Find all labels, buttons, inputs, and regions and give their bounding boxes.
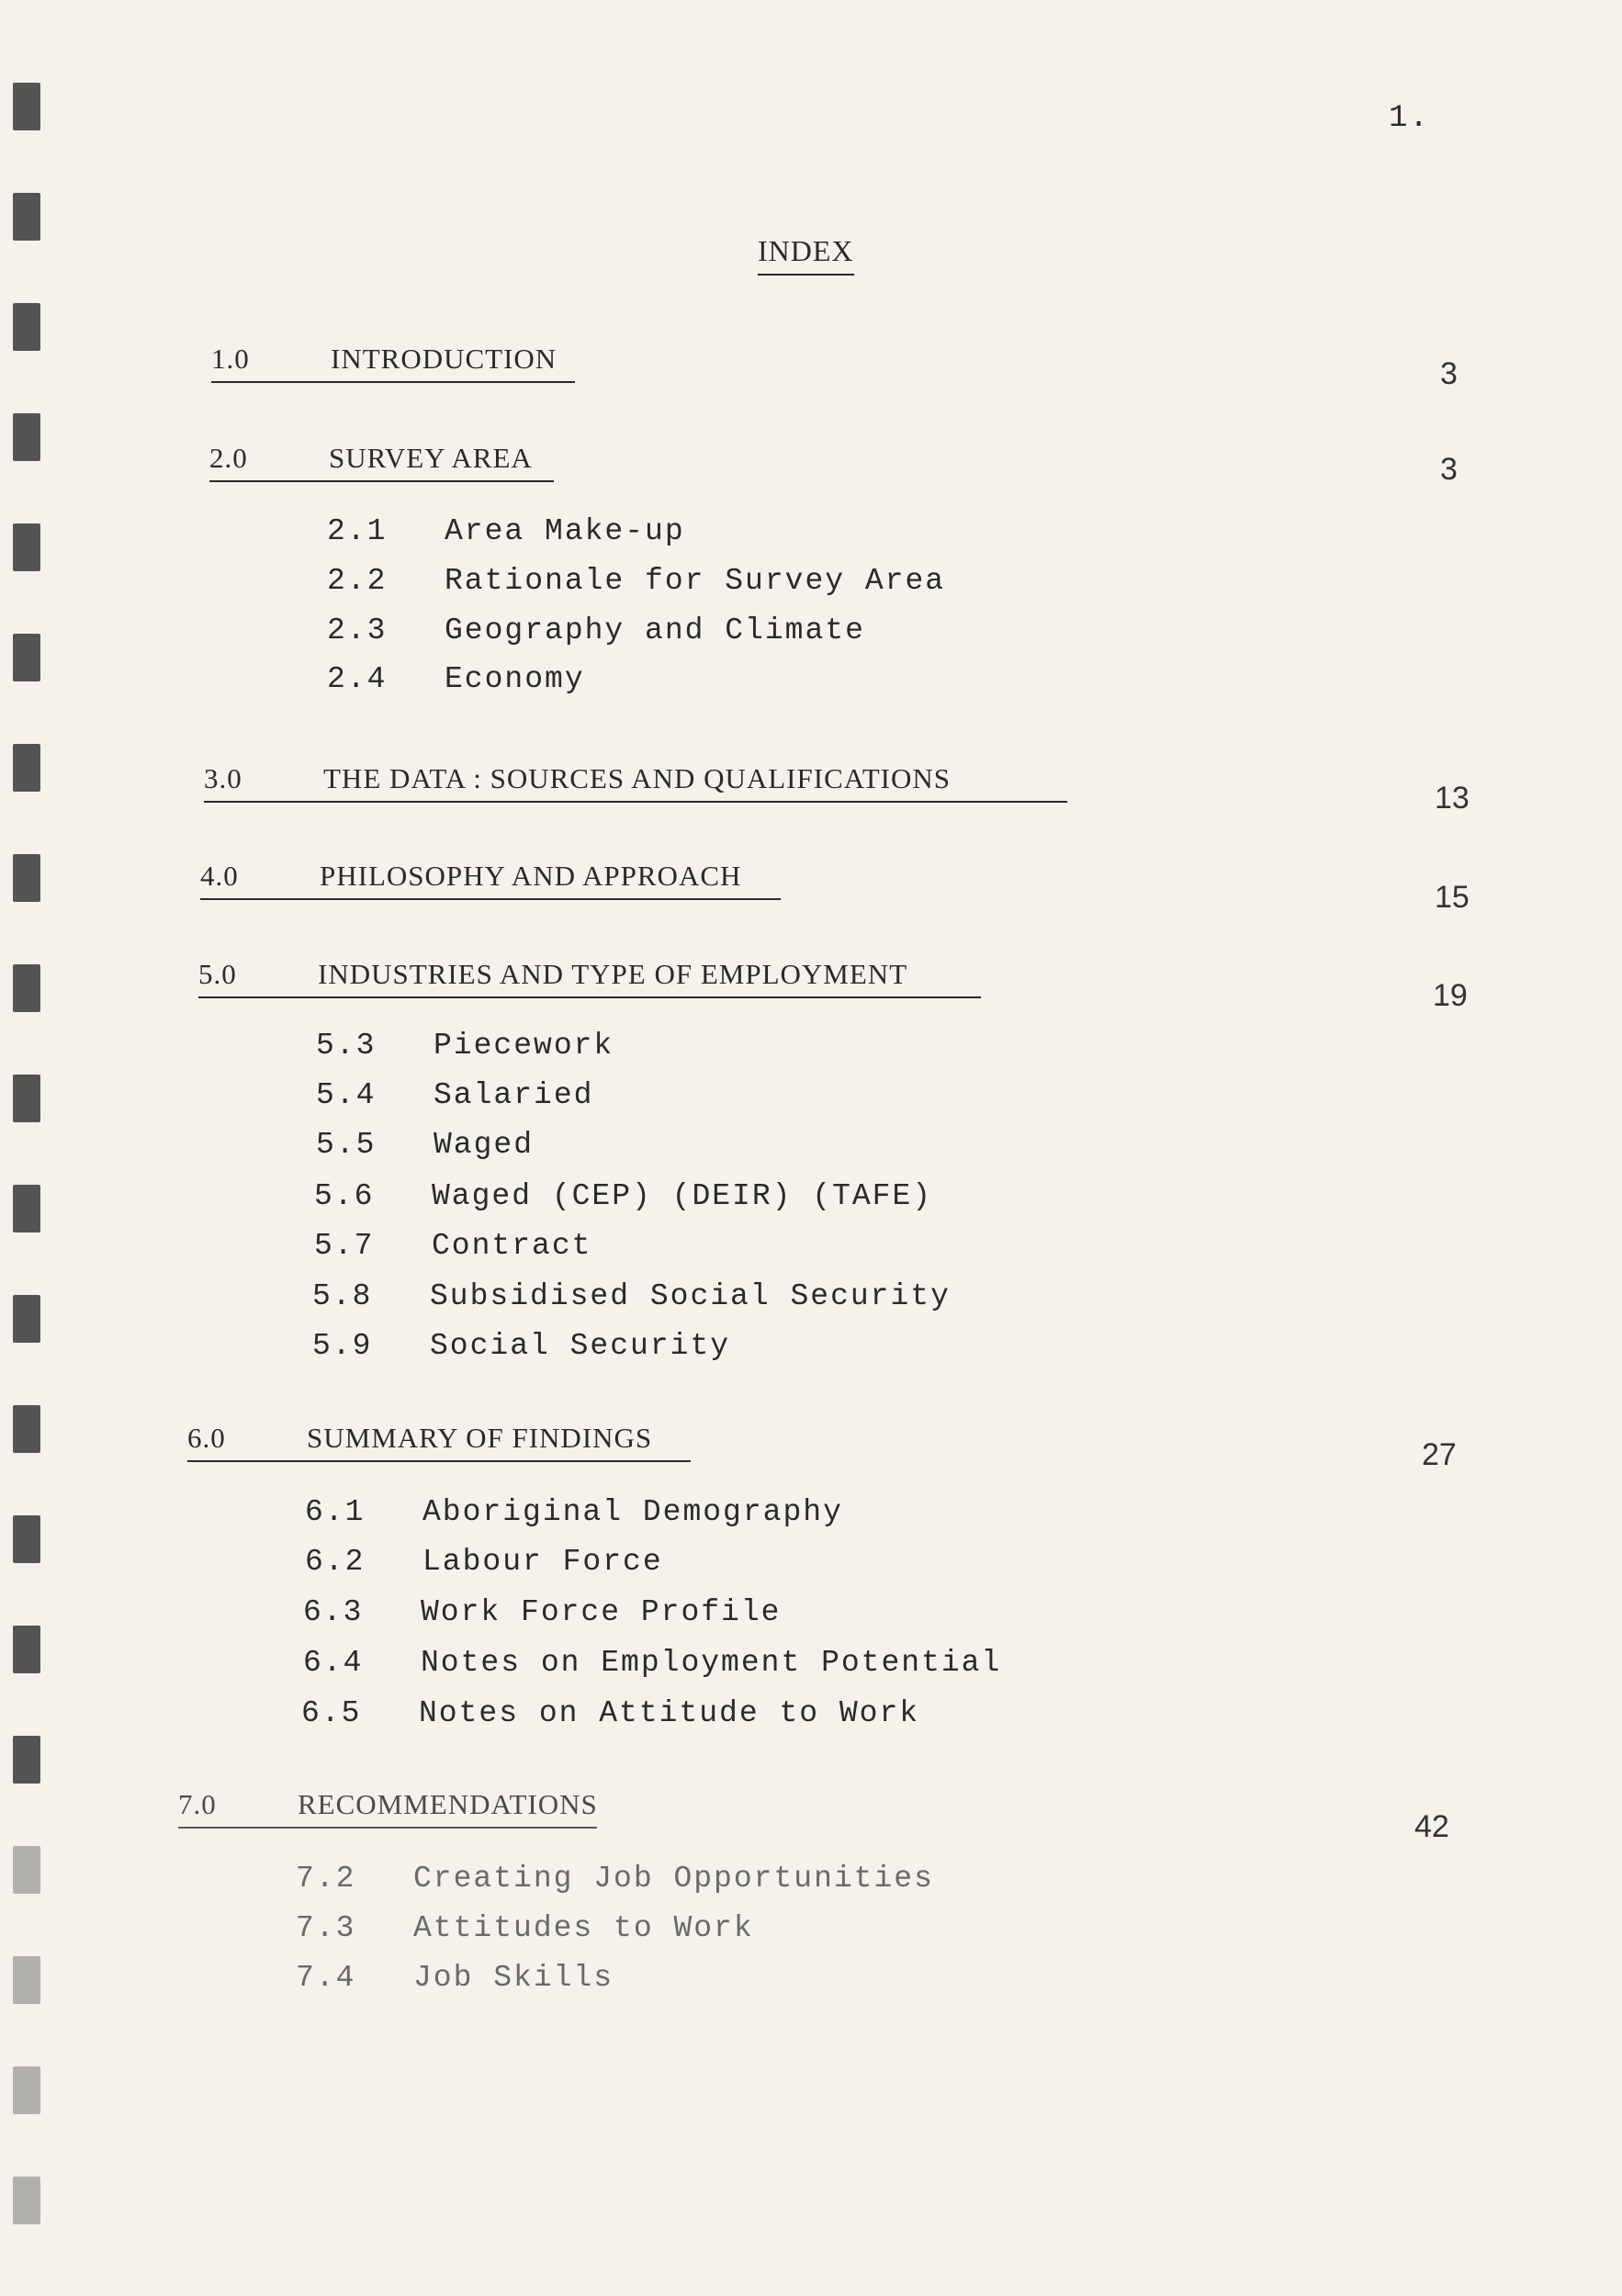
section-title: SURVEY AREA [329, 442, 533, 474]
subsection-title: Labour Force [422, 1545, 663, 1579]
binding-hole [13, 1295, 40, 1343]
binding-hole [13, 964, 40, 1012]
binding-hole [13, 1626, 40, 1673]
binding-hole [13, 1405, 40, 1453]
binding-hole [13, 1956, 40, 2004]
subsection-number: 5.8 [312, 1279, 373, 1313]
subsection-item [303, 1646, 1001, 1680]
section-page-ref: 13 [1435, 781, 1470, 816]
subsection-item [316, 1128, 534, 1162]
subsection-title: Waged (CEP) (DEIR) (TAFE) [432, 1179, 933, 1213]
subsection-item [327, 662, 585, 696]
subsection-title: Aboriginal Demography [422, 1495, 843, 1529]
subsection-item [296, 1961, 614, 1995]
subsection-title: Work Force Profile [421, 1595, 782, 1629]
binding-hole [13, 523, 40, 571]
section-title: INTRODUCTION [331, 343, 558, 375]
binding-hole [13, 634, 40, 681]
binding-hole [13, 1515, 40, 1563]
section-title: SUMMARY OF FINDINGS [307, 1422, 653, 1454]
binding-hole [13, 2177, 40, 2224]
subsection-title: Notes on Employment Potential [421, 1646, 1002, 1680]
subsection-title: Job Skills [413, 1961, 614, 1995]
subsection-number: 6.2 [305, 1545, 366, 1579]
section-page-ref: 42 [1414, 1809, 1449, 1844]
subsection-title: Notes on Attitude to Work [419, 1696, 920, 1730]
section-heading [178, 1788, 597, 1829]
section-page-ref: 3 [1440, 452, 1458, 487]
subsection-item [312, 1329, 730, 1363]
section-page-ref: 27 [1422, 1437, 1457, 1472]
section-page-ref: 3 [1440, 356, 1458, 391]
section-heading [187, 1422, 691, 1462]
subsection-title: Area Make-up [445, 514, 685, 548]
section-number: 4.0 [200, 860, 239, 892]
section-heading [211, 343, 575, 383]
binding-hole [13, 83, 40, 130]
binding-hole [13, 1185, 40, 1232]
section-title: INDUSTRIES AND TYPE OF EMPLOYMENT [318, 958, 908, 990]
subsection-number: 6.1 [305, 1495, 366, 1529]
subsection-number: 5.9 [312, 1329, 373, 1363]
index-title: INDEX [758, 234, 854, 276]
subsection-item [305, 1495, 843, 1529]
subsection-title: Creating Job Opportunities [413, 1862, 934, 1896]
subsection-number: 6.4 [303, 1646, 364, 1680]
subsection-item [305, 1545, 663, 1579]
subsection-item [314, 1179, 932, 1213]
section-title: THE DATA : SOURCES AND QUALIFICATIONS [323, 762, 951, 794]
section-number: 1.0 [211, 343, 250, 375]
subsection-number: 2.4 [327, 662, 388, 696]
binding-hole [13, 413, 40, 461]
subsection-number: 5.5 [316, 1128, 377, 1162]
subsection-number: 5.6 [314, 1179, 375, 1213]
subsection-title: Piecework [434, 1029, 614, 1063]
binding-hole [13, 2066, 40, 2114]
binding-hole [13, 1736, 40, 1784]
subsection-number: 2.2 [327, 564, 388, 598]
subsection-title: Geography and Climate [445, 613, 865, 647]
binding-hole [13, 854, 40, 902]
subsection-number: 5.7 [314, 1229, 375, 1263]
subsection-item [296, 1862, 934, 1896]
subsection-number: 2.1 [327, 514, 388, 548]
subsection-number: 6.5 [301, 1696, 362, 1730]
subsection-item [327, 514, 685, 548]
section-number: 6.0 [187, 1422, 226, 1454]
subsection-title: Rationale for Survey Area [445, 564, 946, 598]
subsection-title: Economy [445, 662, 585, 696]
subsection-item [312, 1279, 951, 1313]
section-heading [204, 762, 1067, 803]
page-number: 1. [1389, 101, 1430, 136]
section-heading [198, 958, 981, 998]
section-number: 3.0 [204, 762, 242, 794]
subsection-title: Contract [432, 1229, 592, 1263]
subsection-item [303, 1595, 781, 1629]
subsection-number: 5.4 [316, 1078, 377, 1112]
subsection-title: Social Security [430, 1329, 731, 1363]
section-heading [209, 442, 554, 482]
subsection-item [327, 613, 865, 647]
subsection-title: Salaried [434, 1078, 594, 1112]
subsection-item [316, 1029, 614, 1063]
section-title: RECOMMENDATIONS [298, 1788, 598, 1820]
subsection-item [301, 1696, 919, 1730]
section-number: 7.0 [178, 1788, 217, 1820]
subsection-item [316, 1078, 593, 1112]
subsection-title: Subsidised Social Security [430, 1279, 951, 1313]
binding-strip [7, 0, 44, 2296]
subsection-number: 5.3 [316, 1029, 377, 1063]
section-heading [200, 860, 781, 900]
subsection-number: 6.3 [303, 1595, 364, 1629]
section-number: 2.0 [209, 442, 248, 474]
subsection-number: 7.4 [296, 1961, 356, 1995]
subsection-number: 7.2 [296, 1862, 356, 1896]
binding-hole [13, 744, 40, 792]
section-page-ref: 15 [1435, 880, 1470, 915]
binding-hole [13, 1846, 40, 1894]
section-page-ref: 19 [1433, 978, 1468, 1013]
subsection-item [327, 564, 945, 598]
binding-hole [13, 193, 40, 241]
section-title: PHILOSOPHY AND APPROACH [320, 860, 742, 892]
binding-hole [13, 303, 40, 351]
section-number: 5.0 [198, 958, 237, 990]
subsection-number: 7.3 [296, 1911, 356, 1945]
binding-hole [13, 1075, 40, 1122]
subsection-item [314, 1229, 591, 1263]
subsection-item [296, 1911, 754, 1945]
subsection-title: Attitudes to Work [413, 1911, 754, 1945]
subsection-title: Waged [434, 1128, 535, 1162]
subsection-number: 2.3 [327, 613, 388, 647]
